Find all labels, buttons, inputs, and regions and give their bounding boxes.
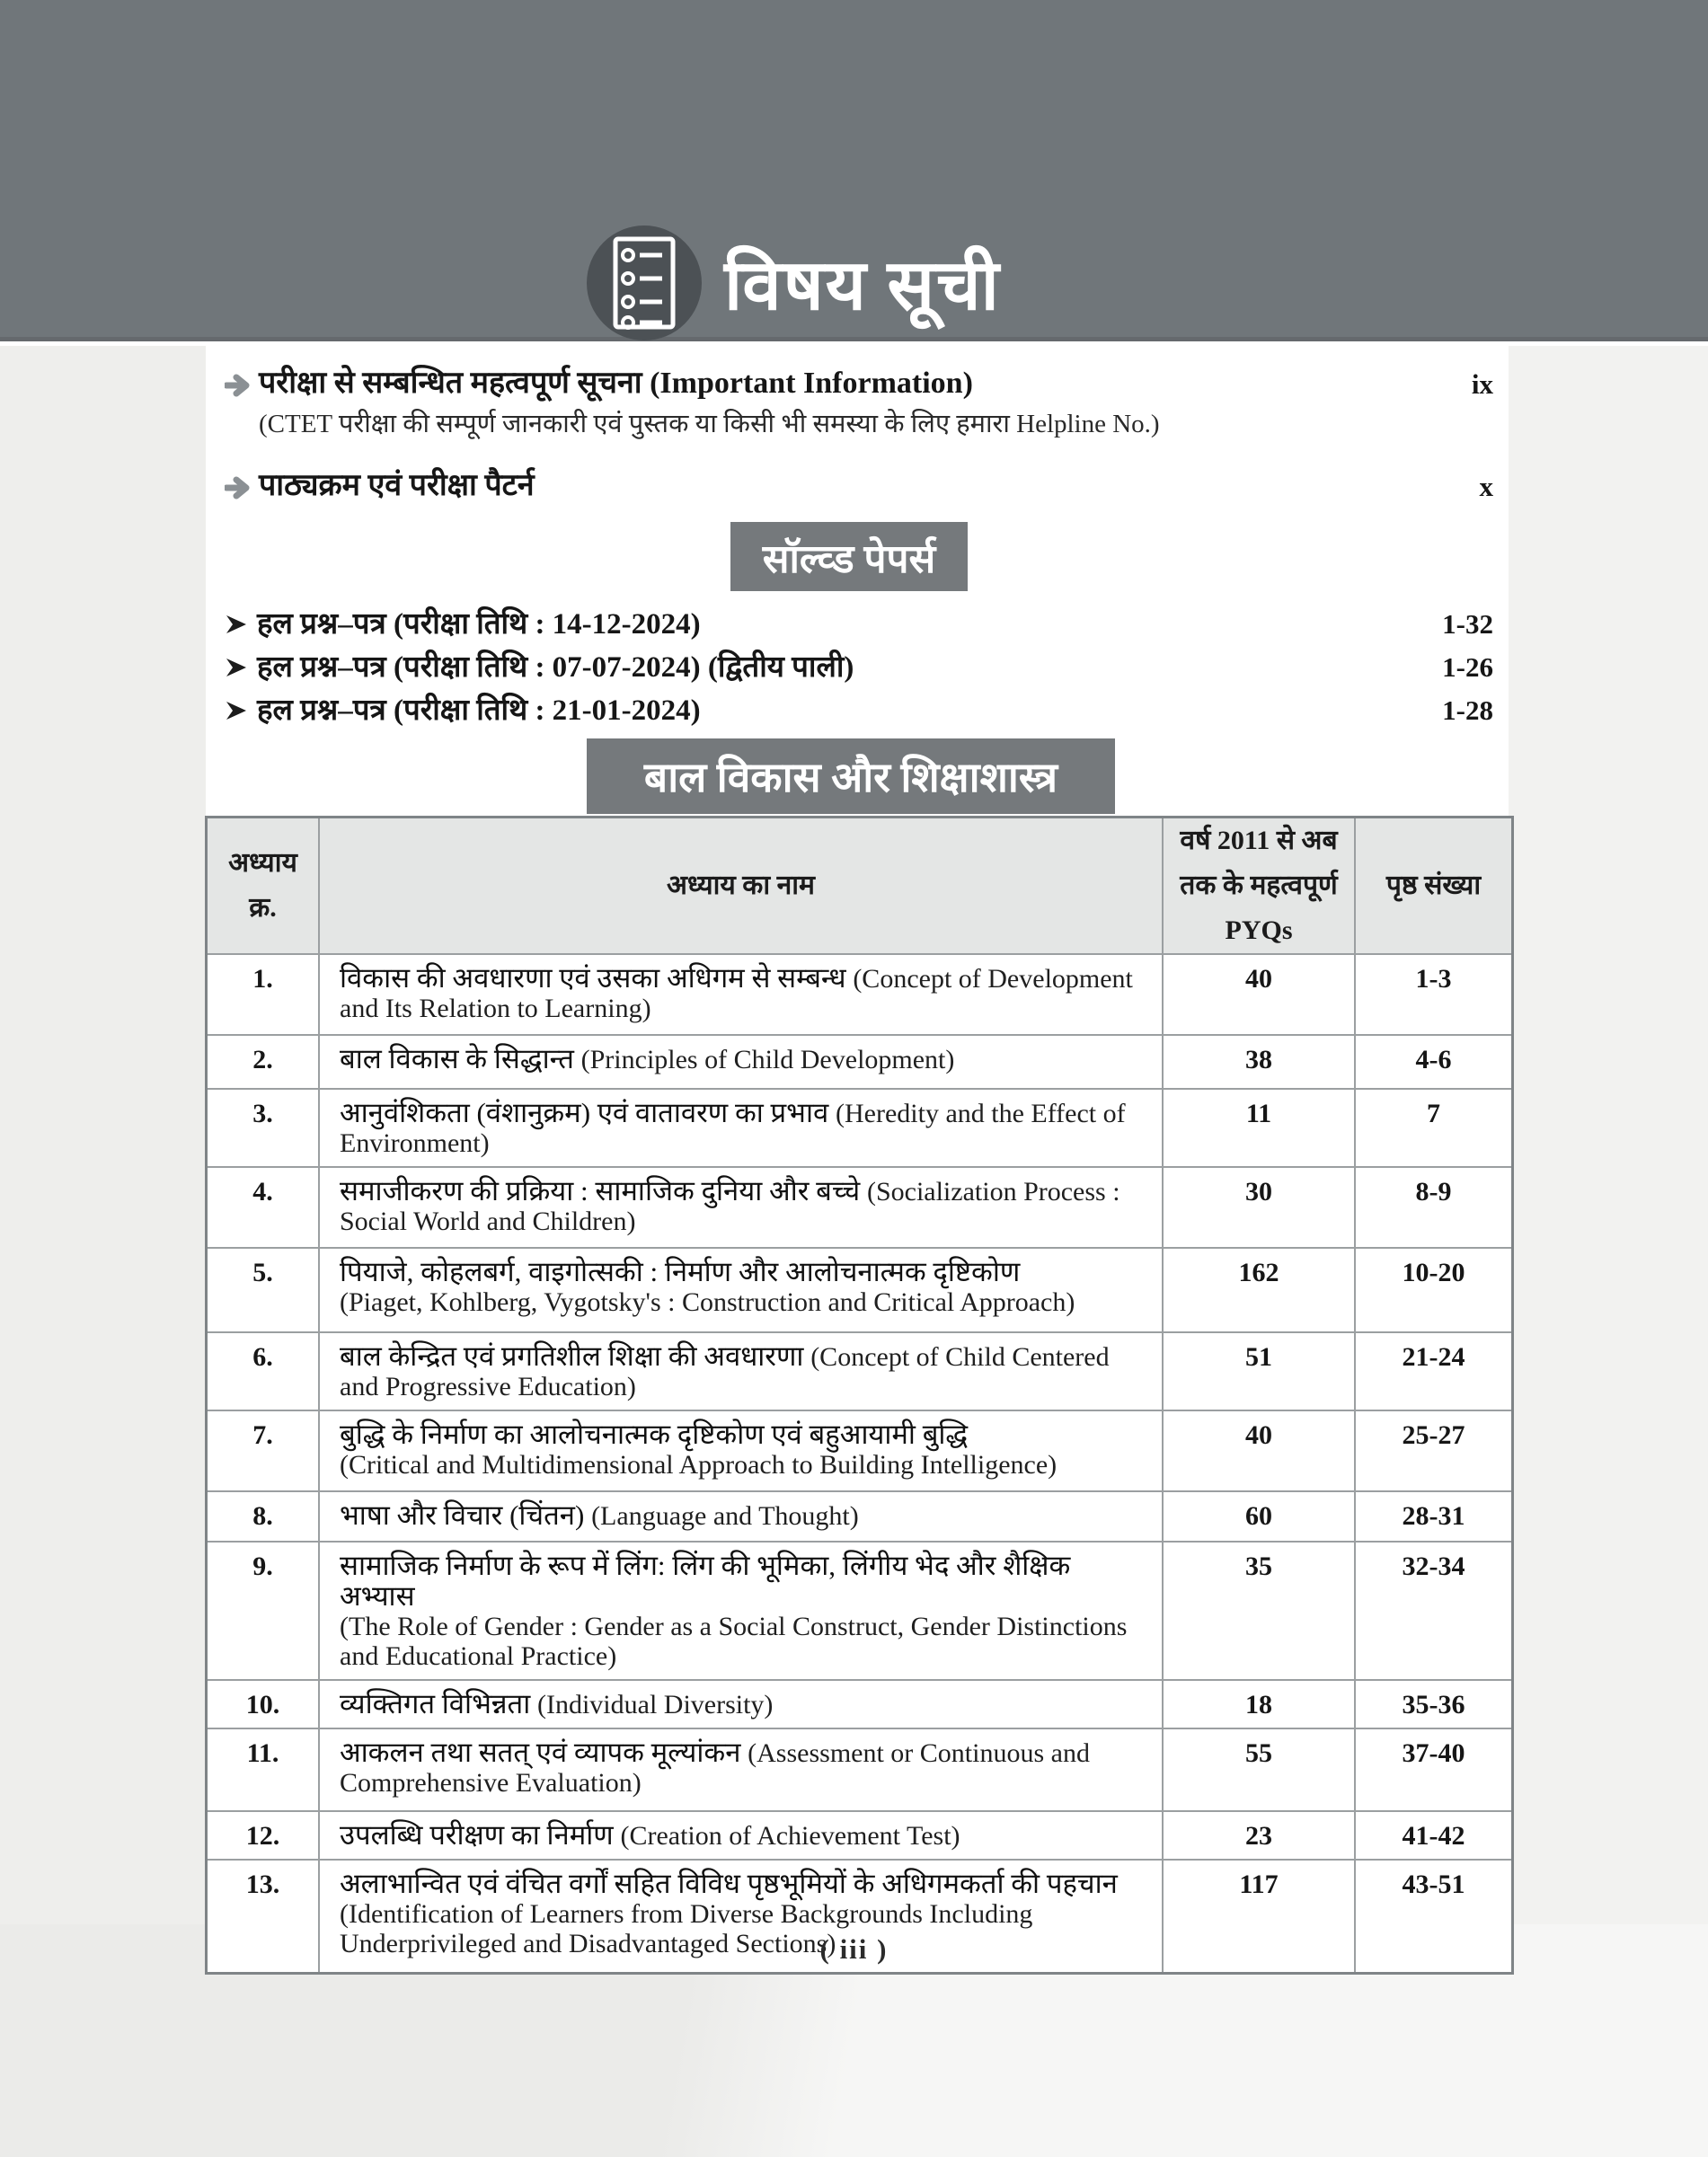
list-item	[225, 465, 1493, 507]
arrow-right-icon	[225, 363, 259, 397]
item-title: हल प्रश्न–पत्र (परीक्षा तिथि : 21-01-2024)	[257, 694, 701, 727]
chapters-table	[205, 816, 1514, 1975]
page-number: 1-32	[1442, 608, 1493, 640]
right-margin-shade	[1509, 346, 1708, 2157]
item-subtitle: (CTET परीक्षा की सम्पूर्ण जानकारी एवं पुस्तक या किसी भी समस्या के लिए हमारा Helpline No.)	[259, 410, 1160, 438]
folio-page-number: ( iii )	[819, 1933, 889, 1965]
table-row: 8. भाषा और विचार (चिंतन) (Language and Thought) 60 28-31	[208, 1490, 1511, 1541]
front-matter-list	[225, 363, 1493, 507]
list-item	[225, 606, 1493, 649]
page-number: 1-26	[1442, 651, 1493, 683]
item-text	[259, 363, 1412, 442]
table-row: 10. व्यक्तिगत विभिन्नता (Individual Diversity) 18 35-36	[208, 1679, 1511, 1728]
arrow-right-icon	[225, 465, 259, 499]
item-text	[259, 465, 1412, 507]
table-row: 13. अलाभान्वित एवं वंचित वर्गों सहित विविध पृष्ठभूमियों के अधिगमकर्ता की पहचान (Identification of Learners from Diverse Backgrounds Including Underprivileged and Disadvantaged Sections) 117 43-51	[208, 1859, 1511, 1972]
list-item	[225, 649, 1493, 692]
solved-papers-heading: सॉल्व्ड पेपर्स	[730, 522, 968, 591]
table-row: 6. बाल केन्द्रित एवं प्रगतिशील शिक्षा की अवधारणा (Concept of Child Centered and Progressive Education) 51 21-24	[208, 1331, 1511, 1410]
arrowhead-icon	[225, 692, 257, 722]
column-header-pages: पृष्ठ संख्या	[1354, 818, 1511, 953]
column-header-chapter-name: अध्याय का नाम	[318, 818, 1162, 953]
section-heading: बाल विकास और शिक्षाशास्त्र	[587, 738, 1115, 814]
page-number: ix	[1471, 368, 1493, 400]
item-title: पाठ्यक्रम एवं परीक्षा पैटर्न	[259, 469, 535, 502]
arrowhead-icon	[225, 649, 257, 679]
table-row: 2. बाल विकास के सिद्धान्त (Principles of Child Development) 38 4-6	[208, 1034, 1511, 1088]
table-header-row	[208, 818, 1511, 953]
page-number: x	[1479, 471, 1493, 502]
column-header-chapter-no: अध्याय क्र.	[228, 848, 297, 923]
table-row: 4. समाजीकरण की प्रक्रिया : सामाजिक दुनिया और बच्चे (Socialization Process : Social World and Children) 30 8-9	[208, 1166, 1511, 1247]
table-row: 12. उपलब्धि परीक्षण का निर्माण (Creation of Achievement Test) 23 41-42	[208, 1810, 1511, 1859]
item-title: हल प्रश्न–पत्र (परीक्षा तिथि : 07-07-2024) (द्वितीय पाली)	[257, 651, 854, 684]
column-header-pyqs: वर्ष 2011 से अब तक के महत्वपूर्ण PYQs	[1162, 818, 1354, 953]
page-title: विषय सूची	[724, 246, 1001, 324]
table-row: 5. पियाजे, कोहलबर्ग, वाइगोत्सकी : निर्माण और आलोचनात्मक दृष्टिकोण (Piaget, Kohlberg, Vygotsky's : Construction and Critical Approach) 162 10-20	[208, 1247, 1511, 1331]
table-row: 1. विकास की अवधारणा एवं उसका अधिगम से सम्बन्ध (Concept of Development and Its Relation to Learning) 40 1-3	[208, 953, 1511, 1034]
item-title: हल प्रश्न–पत्र (परीक्षा तिथि : 14-12-2024)	[257, 608, 701, 641]
page-number: 1-28	[1442, 694, 1493, 726]
page-header	[0, 0, 1708, 341]
table-row: 7. बुद्धि के निर्माण का आलोचनात्मक दृष्टिकोण एवं बहुआयामी बुद्धि (Critical and Multidimensional Approach to Building Intelligence) 40 25-27	[208, 1410, 1511, 1490]
solved-papers-list	[225, 606, 1493, 735]
table-row: 11. आकलन तथा सतत् एवं व्यापक मूल्यांकन (Assessment or Continuous and Comprehensive Evaluation) 55 37-40	[208, 1728, 1511, 1810]
list-item	[225, 692, 1493, 735]
table-row: 3. आनुवंशिकता (वंशानुक्रम) एवं वातावरण का प्रभाव (Heredity and the Effect of Environment) 11 7	[208, 1088, 1511, 1166]
list-item	[225, 363, 1493, 442]
arrowhead-icon	[225, 606, 257, 636]
toc-badge	[587, 225, 702, 340]
left-margin-shade	[0, 346, 206, 2157]
table-row: 9. सामाजिक निर्माण के रूप में लिंग: लिंग की भूमिका, लिंगीय भेद और शैक्षिक अभ्यास (The Role of Gender : Gender as a Social Construct, Gender Distinctions and Educational Practice) 35 32-34	[208, 1541, 1511, 1679]
item-title: परीक्षा से सम्बन्धित महत्वपूर्ण सूचना (Important Information)	[259, 367, 973, 400]
list-icon	[613, 236, 676, 330]
